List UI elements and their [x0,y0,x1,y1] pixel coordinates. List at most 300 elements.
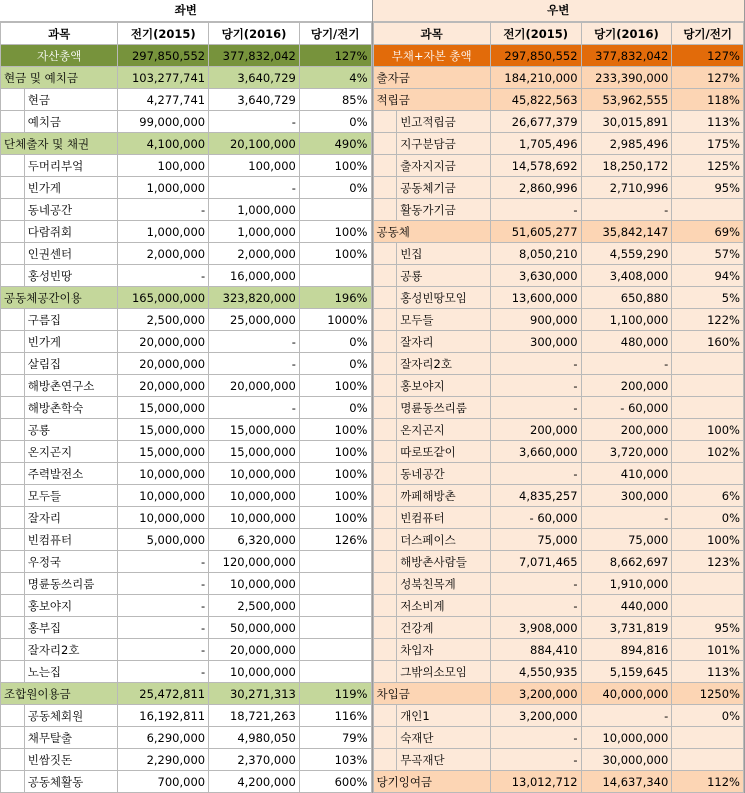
indent-spacer [373,441,397,463]
curr-amount: 410,000 [581,463,672,485]
account-label: 홍보야지 [24,595,118,617]
right-item-row [373,111,744,133]
indent-spacer [373,661,397,683]
ratio-value [299,661,371,683]
prev-amount: - [490,199,581,221]
account-label: 해방촌연구소 [24,375,118,397]
account-label: 빈가게 [24,177,118,199]
ratio-value: 95% [672,617,744,639]
curr-amount: 10,000,000 [581,727,672,749]
indent-spacer [373,177,397,199]
curr-amount: 1,000,000 [209,199,300,221]
account-label: 인권센터 [24,243,118,265]
left-section-title: 좌변 [0,0,372,22]
ratio-value: 127% [672,67,744,89]
curr-amount: 3,408,000 [581,265,672,287]
ratio-value: 1250% [672,683,744,705]
right-item-row [373,199,744,221]
indent-spacer [373,353,397,375]
indent-spacer [373,331,397,353]
curr-amount: 200,000 [581,375,672,397]
ratio-value: 125% [672,155,744,177]
right-item-row [373,397,744,419]
left-item-row [1,771,372,793]
indent-spacer [1,639,25,661]
account-label: 구름집 [24,309,118,331]
account-label: 예치금 [24,111,118,133]
right-item-row [373,287,744,309]
prev-amount: 4,100,000 [118,133,209,155]
left-cat-row [1,683,372,705]
curr-amount: 10,000,000 [209,485,300,507]
ratio-value: 79% [299,727,371,749]
right-table [373,22,745,793]
left-cat-row [1,67,372,89]
ratio-value: 126% [299,529,371,551]
curr-amount: 300,000 [581,485,672,507]
prev-amount: - [490,727,581,749]
prev-amount: 15,000,000 [118,397,209,419]
account-label: 해방촌학숙 [24,397,118,419]
curr-amount: 20,000,000 [209,375,300,397]
ratio-value: 119% [299,683,371,705]
curr-amount: 480,000 [581,331,672,353]
left-item-row [1,177,372,199]
ratio-value: 0% [299,353,371,375]
account-label: 부채+자본 총액 [373,45,490,67]
curr-amount: 4,559,290 [581,243,672,265]
ratio-value: 127% [672,45,744,67]
right-item-row [373,155,744,177]
ratio-value: 112% [672,771,744,793]
left-item-row [1,397,372,419]
ratio-value: 6% [672,485,744,507]
indent-spacer [1,463,25,485]
account-label: 숙재단 [397,727,491,749]
left-item-row [1,441,372,463]
prev-amount: - [490,353,581,375]
indent-spacer [1,243,25,265]
account-label: 공동체활동 [24,771,118,793]
right-item-row [373,551,744,573]
left-item-row [1,661,372,683]
indent-spacer [1,705,25,727]
account-label: 홍보야지 [397,375,491,397]
left-item-row [1,309,372,331]
ratio-value: 100% [299,243,371,265]
curr-amount: 15,000,000 [209,419,300,441]
curr-amount: 2,500,000 [209,595,300,617]
right-item-row [373,749,744,771]
curr-amount: - [581,705,672,727]
indent-spacer [1,375,25,397]
curr-amount: - 60,000 [581,397,672,419]
prev-amount: - [490,397,581,419]
indent-spacer [373,287,397,309]
left-item-row [1,639,372,661]
left-item-row [1,155,372,177]
prev-amount: 10,000,000 [118,463,209,485]
prev-amount: 14,578,692 [490,155,581,177]
indent-spacer [373,573,397,595]
prev-amount: - [490,573,581,595]
right-item-row [373,705,744,727]
account-label: 까페해방촌 [397,485,491,507]
ratio-value: 100% [672,529,744,551]
account-label: 차입자 [397,639,491,661]
curr-amount: 18,721,263 [209,705,300,727]
indent-spacer [373,463,397,485]
curr-amount: - [209,111,300,133]
account-label: 그밖의소모임 [397,661,491,683]
prev-amount: 10,000,000 [118,507,209,529]
left-header-cell: 전기(2015) [118,23,209,45]
curr-amount: 1,100,000 [581,309,672,331]
indent-spacer [1,397,25,419]
indent-spacer [373,639,397,661]
curr-amount: 10,000,000 [209,573,300,595]
ratio-value: 94% [672,265,744,287]
indent-spacer [1,485,25,507]
curr-amount: 10,000,000 [209,463,300,485]
indent-spacer [1,177,25,199]
curr-amount: 25,000,000 [209,309,300,331]
left-item-row [1,485,372,507]
curr-amount: 3,731,819 [581,617,672,639]
right-cat-row [373,67,744,89]
prev-amount: - [118,265,209,287]
left-item-row [1,749,372,771]
indent-spacer [1,749,25,771]
ratio-value: 0% [299,397,371,419]
prev-amount: 4,835,257 [490,485,581,507]
account-label: 동네공간 [397,463,491,485]
prev-amount: - [118,661,209,683]
account-label: 현금 [24,89,118,111]
ratio-value [299,617,371,639]
prev-amount: 13,012,712 [490,771,581,793]
ratio-value: 100% [299,375,371,397]
account-label: 노는집 [24,661,118,683]
right-item-row [373,243,744,265]
account-label: 단체출자 및 채권 [1,133,118,155]
prev-amount: - [118,639,209,661]
prev-amount: - [118,617,209,639]
left-item-row [1,573,372,595]
curr-amount: 440,000 [581,595,672,617]
prev-amount: 300,000 [490,331,581,353]
curr-amount: 233,390,000 [581,67,672,89]
account-label: 개인1 [397,705,491,727]
curr-amount: 377,832,042 [209,45,300,67]
prev-amount: 4,550,935 [490,661,581,683]
account-label: 우정국 [24,551,118,573]
left-item-row [1,199,372,221]
right-item-row [373,353,744,375]
account-label: 당기잉여금 [373,771,490,793]
account-label: 빈고적립금 [397,111,491,133]
right-header-cell: 당기(2016) [581,23,672,45]
prev-amount: 3,630,000 [490,265,581,287]
ratio-value: 101% [672,639,744,661]
curr-amount: - [209,177,300,199]
prev-amount: 15,000,000 [118,419,209,441]
ratio-value: 175% [672,133,744,155]
curr-amount: - [209,397,300,419]
curr-amount: 20,000,000 [209,639,300,661]
prev-amount: 4,277,741 [118,89,209,111]
right-header-row [373,23,744,45]
prev-amount: 20,000,000 [118,375,209,397]
prev-amount: - [490,749,581,771]
curr-amount: 4,200,000 [209,771,300,793]
right-cat-row [373,683,744,705]
right-item-row [373,727,744,749]
indent-spacer [1,331,25,353]
prev-amount: 20,000,000 [118,331,209,353]
indent-spacer [1,419,25,441]
indent-spacer [373,529,397,551]
curr-amount: 377,832,042 [581,45,672,67]
ratio-value [672,573,744,595]
left-header-cell: 과목 [1,23,118,45]
prev-amount: - [490,595,581,617]
left-item-row [1,331,372,353]
prev-amount: 13,600,000 [490,287,581,309]
account-label: 공동체회원 [24,705,118,727]
right-side-liabilities [373,0,745,793]
account-label: 빈컴퓨터 [24,529,118,551]
prev-amount: - 60,000 [490,507,581,529]
ratio-value: 103% [299,749,371,771]
prev-amount: 1,000,000 [118,221,209,243]
account-label: 차입금 [373,683,490,705]
curr-amount: 200,000 [581,419,672,441]
ratio-value: 0% [672,507,744,529]
curr-amount: 100,000 [209,155,300,177]
indent-spacer [1,111,25,133]
account-label: 빈집 [397,243,491,265]
prev-amount: 99,000,000 [118,111,209,133]
left-item-row [1,507,372,529]
prev-amount: 3,200,000 [490,705,581,727]
curr-amount: 35,842,147 [581,221,672,243]
account-label: 건강계 [397,617,491,639]
ratio-value [672,749,744,771]
prev-amount: 100,000 [118,155,209,177]
ratio-value: 123% [672,551,744,573]
account-label: 잘자리 [24,507,118,529]
ratio-value [299,265,371,287]
curr-amount: 16,000,000 [209,265,300,287]
ratio-value: 100% [299,463,371,485]
curr-amount: - [209,331,300,353]
account-label: 채무탈출 [24,727,118,749]
account-label: 잘자리 [397,331,491,353]
left-item-row [1,727,372,749]
curr-amount: 2,000,000 [209,243,300,265]
prev-amount: - [490,375,581,397]
prev-amount: 6,290,000 [118,727,209,749]
indent-spacer [373,133,397,155]
prev-amount: 184,210,000 [490,67,581,89]
account-label: 명륜동쓰리룸 [397,397,491,419]
indent-spacer [1,529,25,551]
account-label: 조합원이용금 [1,683,118,705]
curr-amount: 15,000,000 [209,441,300,463]
account-label: 빈가게 [24,331,118,353]
curr-amount: 40,000,000 [581,683,672,705]
left-item-row [1,265,372,287]
account-label: 무곡재단 [397,749,491,771]
ratio-value: 5% [672,287,744,309]
left-item-row [1,529,372,551]
ratio-value: 57% [672,243,744,265]
indent-spacer [1,309,25,331]
indent-spacer [373,265,397,287]
account-label: 홍성빈땅 [24,265,118,287]
curr-amount: 4,980,050 [209,727,300,749]
right-cat-row [373,89,744,111]
account-label: 잘자리2호 [397,353,491,375]
prev-amount: 51,605,277 [490,221,581,243]
ratio-value: 113% [672,661,744,683]
prev-amount: 45,822,563 [490,89,581,111]
left-header-cell: 당기(2016) [209,23,300,45]
ratio-value: 0% [299,177,371,199]
left-item-row [1,551,372,573]
account-label: 주력발전소 [24,463,118,485]
account-label: 온지곤지 [24,441,118,463]
ratio-value: 102% [672,441,744,463]
left-item-row [1,595,372,617]
ratio-value: 113% [672,111,744,133]
ratio-value [672,353,744,375]
ratio-value: 122% [672,309,744,331]
ratio-value: 100% [299,155,371,177]
curr-amount: 1,000,000 [209,221,300,243]
right-item-row [373,485,744,507]
curr-amount: 50,000,000 [209,617,300,639]
left-table [0,22,372,793]
curr-amount: - [581,353,672,375]
prev-amount: 297,850,552 [118,45,209,67]
account-label: 모두들 [397,309,491,331]
ratio-value: 490% [299,133,371,155]
curr-amount: 75,000 [581,529,672,551]
account-label: 공동체공간이용 [1,287,118,309]
ratio-value: 160% [672,331,744,353]
ratio-value: 100% [299,419,371,441]
right-header-cell: 전기(2015) [490,23,581,45]
account-label: 공동체기금 [397,177,491,199]
prev-amount: - [490,463,581,485]
indent-spacer [373,397,397,419]
right-item-row [373,375,744,397]
prev-amount: - [118,199,209,221]
right-cat-row [373,221,744,243]
account-label: 동네공간 [24,199,118,221]
curr-amount: 6,320,000 [209,529,300,551]
prev-amount: 297,850,552 [490,45,581,67]
ratio-value: 85% [299,89,371,111]
prev-amount: 3,908,000 [490,617,581,639]
indent-spacer [373,617,397,639]
ratio-value [672,199,744,221]
account-label: 모두들 [24,485,118,507]
curr-amount: - [581,507,672,529]
account-label: 공룡 [24,419,118,441]
account-label: 명륜동쓰리룸 [24,573,118,595]
curr-amount: 3,640,729 [209,67,300,89]
ratio-value [299,573,371,595]
ratio-value: 0% [672,705,744,727]
curr-amount: 894,816 [581,639,672,661]
indent-spacer [1,617,25,639]
curr-amount: 20,100,000 [209,133,300,155]
right-item-row [373,177,744,199]
prev-amount: 2,500,000 [118,309,209,331]
curr-amount: 3,640,729 [209,89,300,111]
prev-amount: 3,200,000 [490,683,581,705]
left-header-cell: 당기/전기 [299,23,371,45]
indent-spacer [373,595,397,617]
ratio-value [299,639,371,661]
prev-amount: 26,677,379 [490,111,581,133]
right-item-row [373,419,744,441]
ratio-value: 69% [672,221,744,243]
indent-spacer [1,507,25,529]
left-item-row [1,111,372,133]
prev-amount: 20,000,000 [118,353,209,375]
ratio-value: 600% [299,771,371,793]
prev-amount: 3,660,000 [490,441,581,463]
left-cat-row [1,287,372,309]
left-item-row [1,89,372,111]
indent-spacer [1,199,25,221]
right-item-row [373,507,744,529]
right-item-row [373,617,744,639]
account-label: 따로또같이 [397,441,491,463]
curr-amount: 2,985,496 [581,133,672,155]
account-label: 살림집 [24,353,118,375]
right-item-row [373,133,744,155]
indent-spacer [373,419,397,441]
account-label: 빈쌈짓돈 [24,749,118,771]
indent-spacer [1,265,25,287]
indent-spacer [1,441,25,463]
ratio-value: 100% [672,419,744,441]
curr-amount: 3,720,000 [581,441,672,463]
account-label: 빈컴퓨터 [397,507,491,529]
account-label: 활동가기금 [397,199,491,221]
ratio-value [672,397,744,419]
prev-amount: - [118,595,209,617]
left-header-row [1,23,372,45]
account-label: 온지곤지 [397,419,491,441]
curr-amount: 5,159,645 [581,661,672,683]
account-label: 자산총액 [1,45,118,67]
indent-spacer [373,111,397,133]
account-label: 현금 및 예치금 [1,67,118,89]
ratio-value [299,551,371,573]
account-label: 공룡 [397,265,491,287]
curr-amount: 14,637,340 [581,771,672,793]
account-label: 잘자리2호 [24,639,118,661]
ratio-value: 4% [299,67,371,89]
ratio-value: 100% [299,221,371,243]
account-label: 해방촌사람들 [397,551,491,573]
